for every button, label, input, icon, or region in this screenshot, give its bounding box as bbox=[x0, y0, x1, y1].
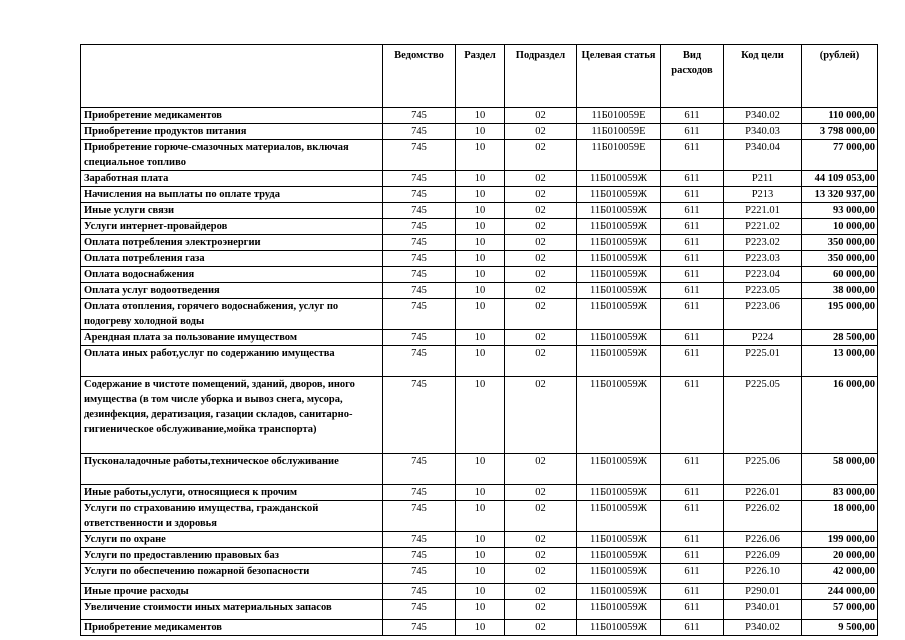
row-vedomstvo: 745 bbox=[383, 485, 456, 501]
row-celevaya-statya: 11Б010059Ж bbox=[577, 235, 661, 251]
row-name: Арендная плата за пользование имуществом bbox=[81, 330, 383, 346]
row-podrazdel: 02 bbox=[505, 140, 577, 171]
row-celevaya-statya: 11Б010059Ж bbox=[577, 600, 661, 620]
row-podrazdel: 02 bbox=[505, 283, 577, 299]
row-amount: 77 000,00 bbox=[802, 140, 878, 171]
row-podrazdel: 02 bbox=[505, 219, 577, 235]
row-vid-rashodov: 611 bbox=[661, 346, 724, 377]
row-name: Иные прочие расходы bbox=[81, 584, 383, 600]
row-podrazdel: 02 bbox=[505, 124, 577, 140]
row-name: Увеличение стоимости иных материальных запасов bbox=[81, 600, 383, 620]
table-row bbox=[81, 267, 878, 283]
row-name: Оплата отопления, горячего водоснабжения, услуг по подогреву холодной воды bbox=[81, 299, 383, 330]
row-vedomstvo: 745 bbox=[383, 600, 456, 620]
row-amount: 13 320 937,00 bbox=[802, 187, 878, 203]
row-vid-rashodov: 611 bbox=[661, 219, 724, 235]
row-celevaya-statya: 11Б010059Ж bbox=[577, 251, 661, 267]
row-name: Услуги по предоставлению правовых баз bbox=[81, 548, 383, 564]
row-vedomstvo: 745 bbox=[383, 377, 456, 454]
row-kod-celi: Р226.10 bbox=[724, 564, 802, 584]
row-amount: 58 000,00 bbox=[802, 454, 878, 485]
row-celevaya-statya: 11Б010059Е bbox=[577, 108, 661, 124]
row-vid-rashodov: 611 bbox=[661, 251, 724, 267]
row-vid-rashodov: 611 bbox=[661, 299, 724, 330]
table-row bbox=[81, 124, 878, 140]
row-name: Иные услуги связи bbox=[81, 203, 383, 219]
row-razdel: 10 bbox=[456, 108, 505, 124]
row-amount: 244 000,00 bbox=[802, 584, 878, 600]
row-razdel: 10 bbox=[456, 454, 505, 485]
header-podrazdel: Подраздел bbox=[505, 45, 577, 108]
row-podrazdel: 02 bbox=[505, 267, 577, 283]
row-kod-celi: Р226.01 bbox=[724, 485, 802, 501]
header-vedomstvo: Ведомство bbox=[383, 45, 456, 108]
row-vedomstvo: 745 bbox=[383, 501, 456, 532]
row-kod-celi: Р340.02 bbox=[724, 620, 802, 636]
row-vedomstvo: 745 bbox=[383, 330, 456, 346]
row-kod-celi: Р340.02 bbox=[724, 108, 802, 124]
row-vid-rashodov: 611 bbox=[661, 267, 724, 283]
row-name: Услуги по страхованию имущества, гражданской ответственности и здоровья bbox=[81, 501, 383, 532]
row-vedomstvo: 745 bbox=[383, 564, 456, 584]
row-celevaya-statya: 11Б010059Ж bbox=[577, 187, 661, 203]
row-kod-celi: Р213 bbox=[724, 187, 802, 203]
row-razdel: 10 bbox=[456, 299, 505, 330]
row-podrazdel: 02 bbox=[505, 108, 577, 124]
table-row bbox=[81, 283, 878, 299]
row-kod-celi: Р340.04 bbox=[724, 140, 802, 171]
row-amount: 16 000,00 bbox=[802, 377, 878, 454]
row-razdel: 10 bbox=[456, 548, 505, 564]
row-vid-rashodov: 611 bbox=[661, 330, 724, 346]
row-podrazdel: 02 bbox=[505, 251, 577, 267]
row-podrazdel: 02 bbox=[505, 299, 577, 330]
header-celevaya-statya: Целевая статья bbox=[577, 45, 661, 108]
table-row bbox=[81, 346, 878, 377]
table-row bbox=[81, 171, 878, 187]
row-celevaya-statya: 11Б010059Е bbox=[577, 140, 661, 171]
row-vid-rashodov: 611 bbox=[661, 620, 724, 636]
row-razdel: 10 bbox=[456, 140, 505, 171]
row-podrazdel: 02 bbox=[505, 171, 577, 187]
row-kod-celi: Р226.06 bbox=[724, 532, 802, 548]
row-podrazdel: 02 bbox=[505, 584, 577, 600]
row-name: Начисления на выплаты по оплате труда bbox=[81, 187, 383, 203]
row-podrazdel: 02 bbox=[505, 203, 577, 219]
row-celevaya-statya: 11Б010059Ж bbox=[577, 377, 661, 454]
row-vedomstvo: 745 bbox=[383, 548, 456, 564]
row-amount: 42 000,00 bbox=[802, 564, 878, 584]
row-vedomstvo: 745 bbox=[383, 532, 456, 548]
header-vid-rashodov: Вид расходов bbox=[661, 45, 724, 108]
row-vedomstvo: 745 bbox=[383, 251, 456, 267]
row-celevaya-statya: 11Б010059Ж bbox=[577, 454, 661, 485]
row-name: Оплата потребления газа bbox=[81, 251, 383, 267]
row-kod-celi: Р225.01 bbox=[724, 346, 802, 377]
row-razdel: 10 bbox=[456, 251, 505, 267]
row-amount: 93 000,00 bbox=[802, 203, 878, 219]
row-amount: 10 000,00 bbox=[802, 219, 878, 235]
row-vedomstvo: 745 bbox=[383, 620, 456, 636]
row-razdel: 10 bbox=[456, 187, 505, 203]
table-row bbox=[81, 584, 878, 600]
header-rubley: (рублей) bbox=[802, 45, 878, 108]
row-amount: 3 798 000,00 bbox=[802, 124, 878, 140]
row-razdel: 10 bbox=[456, 620, 505, 636]
row-podrazdel: 02 bbox=[505, 600, 577, 620]
row-vid-rashodov: 611 bbox=[661, 283, 724, 299]
row-amount: 60 000,00 bbox=[802, 267, 878, 283]
header-kod-celi: Код цели bbox=[724, 45, 802, 108]
table-row bbox=[81, 203, 878, 219]
row-razdel: 10 bbox=[456, 346, 505, 377]
row-name: Приобретение медикаментов bbox=[81, 620, 383, 636]
row-razdel: 10 bbox=[456, 219, 505, 235]
row-kod-celi: Р221.01 bbox=[724, 203, 802, 219]
row-kod-celi: Р226.09 bbox=[724, 548, 802, 564]
row-podrazdel: 02 bbox=[505, 501, 577, 532]
row-name: Оплата иных работ,услуг по содержанию имущества bbox=[81, 346, 383, 377]
row-kod-celi: Р223.03 bbox=[724, 251, 802, 267]
row-podrazdel: 02 bbox=[505, 620, 577, 636]
row-podrazdel: 02 bbox=[505, 235, 577, 251]
budget-table bbox=[80, 44, 878, 636]
row-vid-rashodov: 611 bbox=[661, 548, 724, 564]
table-row bbox=[81, 501, 878, 532]
row-podrazdel: 02 bbox=[505, 377, 577, 454]
row-vedomstvo: 745 bbox=[383, 203, 456, 219]
row-kod-celi: Р223.04 bbox=[724, 267, 802, 283]
row-razdel: 10 bbox=[456, 485, 505, 501]
table-row bbox=[81, 299, 878, 330]
row-razdel: 10 bbox=[456, 267, 505, 283]
row-vid-rashodov: 611 bbox=[661, 564, 724, 584]
table-row bbox=[81, 219, 878, 235]
header-name bbox=[81, 45, 383, 108]
row-celevaya-statya: 11Б010059Ж bbox=[577, 299, 661, 330]
row-name: Содержание в чистоте помещений, зданий, дворов, иного имущества (в том числе уборка и вывоз снега, мусора, дезинфекция, дератизация, газации складов, санитарно-гигиеническое обслуживание,мойка транспорта) bbox=[81, 377, 383, 454]
row-podrazdel: 02 bbox=[505, 454, 577, 485]
row-vid-rashodov: 611 bbox=[661, 600, 724, 620]
row-celevaya-statya: 11Б010059Ж bbox=[577, 485, 661, 501]
row-vedomstvo: 745 bbox=[383, 584, 456, 600]
row-podrazdel: 02 bbox=[505, 485, 577, 501]
row-amount: 9 500,00 bbox=[802, 620, 878, 636]
row-kod-celi: Р226.02 bbox=[724, 501, 802, 532]
row-celevaya-statya: 11Б010059Ж bbox=[577, 346, 661, 377]
table-row bbox=[81, 108, 878, 124]
table-header-row bbox=[81, 45, 878, 108]
row-name: Оплата водоснабжения bbox=[81, 267, 383, 283]
row-podrazdel: 02 bbox=[505, 330, 577, 346]
row-razdel: 10 bbox=[456, 283, 505, 299]
table-row bbox=[81, 140, 878, 171]
row-vedomstvo: 745 bbox=[383, 124, 456, 140]
table-row bbox=[81, 377, 878, 454]
row-kod-celi: Р223.05 bbox=[724, 283, 802, 299]
row-name: Заработная плата bbox=[81, 171, 383, 187]
row-amount: 83 000,00 bbox=[802, 485, 878, 501]
row-vedomstvo: 745 bbox=[383, 283, 456, 299]
row-celevaya-statya: 11Б010059Ж bbox=[577, 219, 661, 235]
header-razdel: Раздел bbox=[456, 45, 505, 108]
row-razdel: 10 bbox=[456, 532, 505, 548]
row-celevaya-statya: 11Б010059Ж bbox=[577, 564, 661, 584]
row-podrazdel: 02 bbox=[505, 548, 577, 564]
row-name: Оплата услуг водоотведения bbox=[81, 283, 383, 299]
table-row bbox=[81, 600, 878, 620]
row-podrazdel: 02 bbox=[505, 346, 577, 377]
row-vid-rashodov: 611 bbox=[661, 171, 724, 187]
row-amount: 350 000,00 bbox=[802, 251, 878, 267]
row-celevaya-statya: 11Б010059Ж bbox=[577, 584, 661, 600]
row-podrazdel: 02 bbox=[505, 564, 577, 584]
row-razdel: 10 bbox=[456, 171, 505, 187]
row-celevaya-statya: 11Б010059Ж bbox=[577, 203, 661, 219]
row-vid-rashodov: 611 bbox=[661, 235, 724, 251]
row-vid-rashodov: 611 bbox=[661, 501, 724, 532]
row-name: Услуги интернет-провайдеров bbox=[81, 219, 383, 235]
table-row bbox=[81, 548, 878, 564]
row-vid-rashodov: 611 bbox=[661, 140, 724, 171]
row-kod-celi: Р290.01 bbox=[724, 584, 802, 600]
row-amount: 38 000,00 bbox=[802, 283, 878, 299]
row-vedomstvo: 745 bbox=[383, 108, 456, 124]
row-amount: 199 000,00 bbox=[802, 532, 878, 548]
row-kod-celi: Р340.01 bbox=[724, 600, 802, 620]
table-row bbox=[81, 187, 878, 203]
row-vedomstvo: 745 bbox=[383, 187, 456, 203]
row-amount: 28 500,00 bbox=[802, 330, 878, 346]
row-vedomstvo: 745 bbox=[383, 235, 456, 251]
row-name: Услуги по обеспечению пожарной безопасности bbox=[81, 564, 383, 584]
row-podrazdel: 02 bbox=[505, 532, 577, 548]
row-vid-rashodov: 611 bbox=[661, 454, 724, 485]
row-razdel: 10 bbox=[456, 330, 505, 346]
row-name: Приобретение медикаментов bbox=[81, 108, 383, 124]
row-vedomstvo: 745 bbox=[383, 299, 456, 330]
row-name: Услуги по охране bbox=[81, 532, 383, 548]
row-name: Оплата потребления электроэнергии bbox=[81, 235, 383, 251]
row-vedomstvo: 745 bbox=[383, 171, 456, 187]
table-row bbox=[81, 251, 878, 267]
row-vid-rashodov: 611 bbox=[661, 187, 724, 203]
row-amount: 20 000,00 bbox=[802, 548, 878, 564]
row-celevaya-statya: 11Б010059Ж bbox=[577, 501, 661, 532]
row-vedomstvo: 745 bbox=[383, 219, 456, 235]
row-name: Пусконаладочные работы,техническое обслуживание bbox=[81, 454, 383, 485]
table-row bbox=[81, 235, 878, 251]
row-vid-rashodov: 611 bbox=[661, 124, 724, 140]
table-row bbox=[81, 620, 878, 636]
row-razdel: 10 bbox=[456, 235, 505, 251]
row-celevaya-statya: 11Б010059Ж bbox=[577, 548, 661, 564]
row-kod-celi: Р221.02 bbox=[724, 219, 802, 235]
row-celevaya-statya: 11Б010059Ж bbox=[577, 330, 661, 346]
row-amount: 350 000,00 bbox=[802, 235, 878, 251]
row-vedomstvo: 745 bbox=[383, 346, 456, 377]
row-amount: 195 000,00 bbox=[802, 299, 878, 330]
row-razdel: 10 bbox=[456, 600, 505, 620]
row-vedomstvo: 745 bbox=[383, 454, 456, 485]
row-amount: 44 109 053,00 bbox=[802, 171, 878, 187]
row-razdel: 10 bbox=[456, 501, 505, 532]
row-razdel: 10 bbox=[456, 377, 505, 454]
row-kod-celi: Р223.02 bbox=[724, 235, 802, 251]
row-amount: 13 000,00 bbox=[802, 346, 878, 377]
row-vid-rashodov: 611 bbox=[661, 532, 724, 548]
row-celevaya-statya: 11Б010059Ж bbox=[577, 532, 661, 548]
row-vid-rashodov: 611 bbox=[661, 203, 724, 219]
table-row bbox=[81, 330, 878, 346]
row-name: Приобретение продуктов питания bbox=[81, 124, 383, 140]
table-row bbox=[81, 532, 878, 548]
row-razdel: 10 bbox=[456, 203, 505, 219]
row-kod-celi: Р211 bbox=[724, 171, 802, 187]
row-kod-celi: Р340.03 bbox=[724, 124, 802, 140]
row-celevaya-statya: 11Б010059Е bbox=[577, 124, 661, 140]
row-podrazdel: 02 bbox=[505, 187, 577, 203]
row-name: Иные работы,услуги, относящиеся к прочим bbox=[81, 485, 383, 501]
table-row bbox=[81, 454, 878, 485]
row-razdel: 10 bbox=[456, 124, 505, 140]
row-kod-celi: Р224 bbox=[724, 330, 802, 346]
row-amount: 110 000,00 bbox=[802, 108, 878, 124]
row-celevaya-statya: 11Б010059Ж bbox=[577, 171, 661, 187]
row-vid-rashodov: 611 bbox=[661, 485, 724, 501]
row-amount: 57 000,00 bbox=[802, 600, 878, 620]
row-vid-rashodov: 611 bbox=[661, 584, 724, 600]
row-vedomstvo: 745 bbox=[383, 140, 456, 171]
row-vedomstvo: 745 bbox=[383, 267, 456, 283]
row-kod-celi: Р223.06 bbox=[724, 299, 802, 330]
row-celevaya-statya: 11Б010059Ж bbox=[577, 620, 661, 636]
row-celevaya-statya: 11Б010059Ж bbox=[577, 283, 661, 299]
table-row bbox=[81, 564, 878, 584]
row-celevaya-statya: 11Б010059Ж bbox=[577, 267, 661, 283]
row-kod-celi: Р225.05 bbox=[724, 377, 802, 454]
row-amount: 18 000,00 bbox=[802, 501, 878, 532]
row-name: Приобретение горюче-смазочных материалов, включая специальное топливо bbox=[81, 140, 383, 171]
row-vid-rashodov: 611 bbox=[661, 377, 724, 454]
row-razdel: 10 bbox=[456, 564, 505, 584]
table-row bbox=[81, 485, 878, 501]
row-kod-celi: Р225.06 bbox=[724, 454, 802, 485]
row-vid-rashodov: 611 bbox=[661, 108, 724, 124]
row-razdel: 10 bbox=[456, 584, 505, 600]
